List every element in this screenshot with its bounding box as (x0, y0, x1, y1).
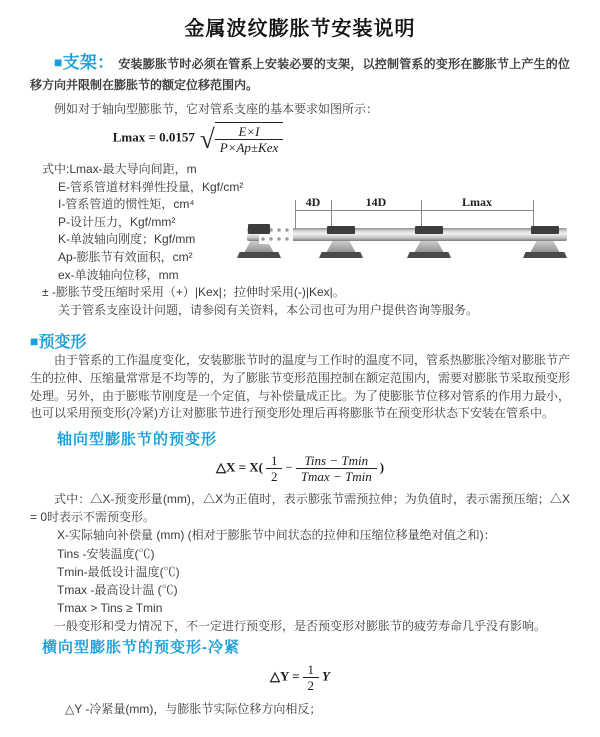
formula-lhs: △Y = (269, 668, 300, 684)
predeform-paragraph: 由于管系的工作温度变化，安装膨胀节时的温度与工作时的温度不同，管系热膨胀冷缩对膨胀节产生的拉伸、压缩量常常是不均等的，为了膨胀节变形范围控制在额定范围内，需要对膨胀节采取预变形处理。另外，由于膨账节刚度是一个定值，与补偿量成正比。为了使膨胀节位移对管系的作用力最小，也可以采用预变形(冷紧)方让对膨胀节进行预变形处理后再将膨胀节在预变形状态下安装在管系中。 (30, 353, 571, 421)
pipe-clamp (531, 226, 559, 234)
pipe-clamp (248, 224, 270, 234)
definition-line: Ap-膨胀节有效面积，cm² (58, 249, 193, 264)
axial-definition-line: Tmax -最高设计温 (℃) (57, 583, 178, 598)
support-intro-paragraph (30, 52, 570, 96)
axial-definition-line: X-实际轴向补偿量 (mm) (相对于膨胀节中间状态的拉伸和压缩位移量绝对值之和)： (57, 528, 496, 543)
pipe-support (407, 222, 451, 260)
support-section (30, 52, 570, 120)
support-section-heading: 支架： (62, 53, 115, 72)
definition-line: 式中:Lmax-最大导向间距，m (42, 162, 197, 176)
support-pedestal (530, 241, 560, 253)
axial-predeform-heading: 轴向型膨胀节的预变形 (57, 431, 218, 448)
temperature-fraction (296, 453, 377, 484)
lmax-formula (0, 122, 396, 155)
pipe-clamp (327, 226, 355, 234)
predeform-section-heading (30, 329, 86, 352)
fraction-denominator: 2 (266, 468, 283, 484)
definition-line: ± -膨胀节受压缩时采用（+）|Kex|；拉伸时采用(-)|Kex|。 (42, 285, 345, 300)
dimension-label-4d: 4D (305, 195, 321, 209)
definition-line: P-设计压力，Kgf/mm² (58, 214, 176, 229)
predeform-heading-label: 预变形 (38, 334, 87, 351)
dimension-tick (295, 200, 296, 228)
fraction-numerator: 1 (270, 453, 278, 468)
axial-formula-explanation: 式中：△X-预变形量(mm)，△X为正值时，表示膨张节需预拉伸；为负值时，表示需预压缩；△X = 0时表示不需预变形。 (30, 492, 570, 525)
pipe-support (523, 222, 567, 260)
formula-numerator: E×I (238, 124, 260, 139)
support-pedestal (326, 241, 356, 253)
definition-note: 关于管系支座设计问题，请参阅有关资料，本公司也可为用户提供咨询等服务。 (58, 302, 479, 317)
fraction-numerator: Tins − Tmin (304, 453, 369, 468)
axial-definition-line: Tmax > Tins ≥ Tmin (57, 601, 163, 616)
minus-sign: − (285, 459, 293, 475)
formula-lhs: Lmax = 0.0157 (112, 129, 195, 145)
support-pedestal (414, 241, 444, 253)
support-base (319, 252, 363, 258)
fraction-numerator: 1 (307, 662, 315, 677)
half-fraction (266, 453, 283, 484)
page-title: 金属波纹膨胀节安装说明 (184, 18, 416, 40)
support-example-line: 例如对于轴向型膨胀节，它对管系支座的基本要求如图所示： (54, 102, 379, 116)
axial-note-line: 一般变形和受力情况下，不一定进行预变形，是否预变形对膨胀节的疲劳寿命几乎没有影响。 (54, 619, 547, 634)
axial-definition-line: Tins -安装温度(℃) (57, 546, 155, 561)
support-intro-text: 安装膨胀节时必须在管系上安装必要的支架，以控制管系的变形在膨胀节上产生的位移方向并限制在膨胀节的额定位移范围内。 (30, 57, 570, 92)
dimension-label-14d: 14D (365, 195, 387, 209)
definition-line: E-管系管道材料弹性投量，Kgf/cm² (58, 179, 244, 194)
lateral-formula-explanation: △Y -冷紧量(mm)，与膨胀节实际位移方向相反； (65, 702, 322, 716)
fraction-denominator: 2 (303, 677, 320, 693)
formula-denominator: P×Ap±Kex (215, 139, 284, 155)
dimension-label-lmax: Lmax (462, 195, 492, 209)
support-base (237, 252, 281, 258)
pipe-support-diagram (243, 195, 578, 267)
radicand (215, 122, 284, 155)
axial-predeform-formula (0, 453, 600, 484)
definition-line: K-单波轴向刚度；Kgf/mm (58, 232, 196, 247)
definition-line: I-管系管道的惯性矩，cm⁴ (58, 197, 195, 212)
axial-definition-line: Tmin-最低设计温度(℃) (57, 564, 180, 579)
radical-sign: √ (199, 124, 215, 155)
half-fraction (303, 662, 320, 693)
lateral-predeform-heading: 横向型膨胀节的预变形-冷紧 (42, 639, 240, 656)
section-square-icon: ■ (30, 333, 39, 349)
support-base (523, 252, 567, 258)
formula-close-paren: ) (379, 459, 385, 475)
pipe-clamp (415, 226, 443, 234)
formula-lhs: △X = X( (215, 459, 263, 475)
section-square-icon: ■ (54, 54, 63, 70)
pipe-support (319, 222, 363, 260)
definition-line: ex-单波轴向位移，mm (58, 267, 179, 282)
fraction-denominator: Tmax − Tmin (296, 468, 377, 484)
support-base (407, 252, 451, 258)
lateral-predeform-formula (0, 662, 600, 693)
formula-rhs: Y (322, 668, 330, 684)
axial-definitions (30, 490, 570, 636)
